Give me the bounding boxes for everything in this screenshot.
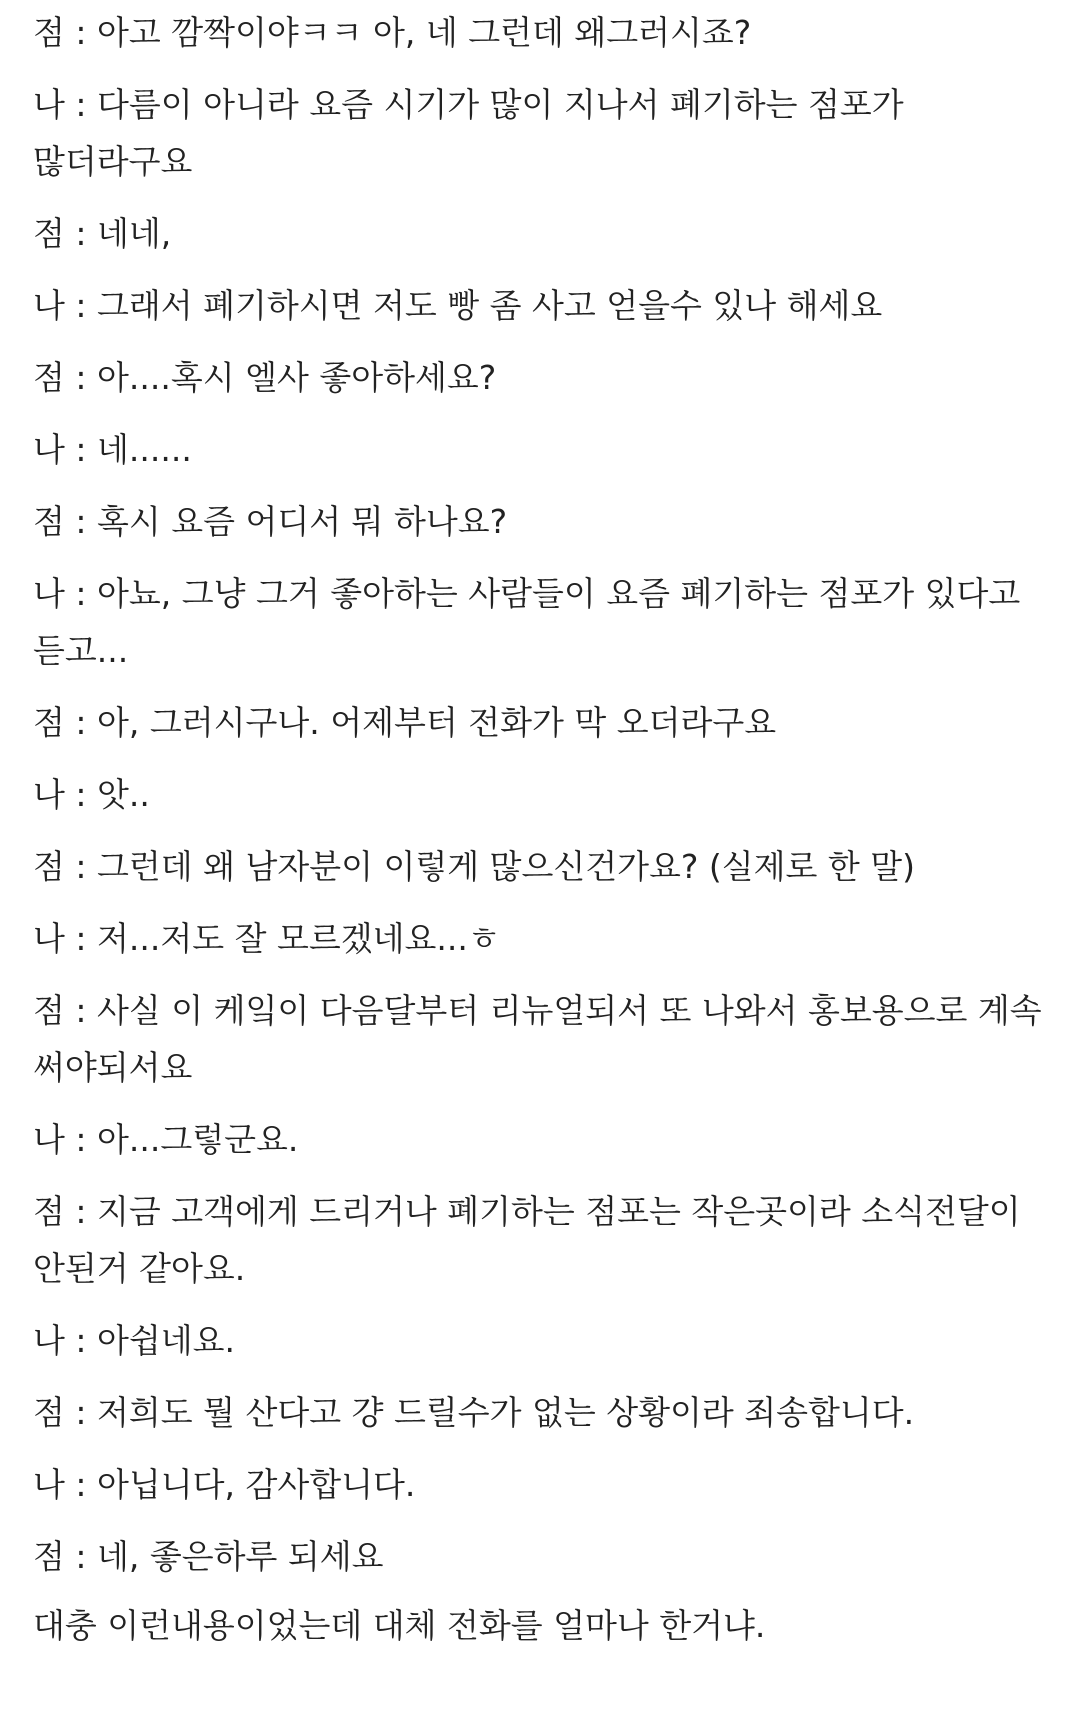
- dialogue-text: 아뇨, 그냥 그거 좋아하는 사람들이 요즘 폐기하는 점포가 있다고 듣고...: [33, 574, 1021, 670]
- speaker-separator: :: [64, 1465, 97, 1504]
- dialogue-text: 혹시 요즘 어디서 뭐 하나요?: [97, 502, 508, 541]
- speaker-label: 나: [33, 430, 65, 469]
- dialogue-line: [33, 1306, 1043, 1369]
- speaker-separator: :: [64, 1192, 97, 1231]
- dialogue-text: 그래서 폐기하시면 저도 빵 좀 사고 얻을수 있나 해세요: [97, 286, 883, 325]
- speaker-label: 점: [33, 703, 65, 742]
- dialogue-line: [33, 1378, 1043, 1441]
- speaker-separator: :: [64, 919, 97, 958]
- dialogue-text: 저희도 뭘 산다고 걍 드릴수가 없는 상황이라 죄송합니다.: [97, 1393, 915, 1432]
- speaker-separator: :: [64, 85, 97, 124]
- dialogue-text: 네네,: [97, 214, 172, 253]
- speaker-label: 나: [33, 286, 65, 325]
- speaker-separator: :: [64, 502, 97, 541]
- dialogue-line: [33, 343, 1043, 406]
- dialogue-text: 앗..: [97, 775, 150, 814]
- speaker-separator: :: [64, 991, 97, 1030]
- dialogue-text: 그런데 왜 남자분이 이렇게 많으신건가요? (실제로 한 말): [97, 847, 916, 886]
- dialogue-text: 네, 좋은하루 되세요: [97, 1537, 384, 1576]
- speaker-label: 점: [33, 214, 65, 253]
- speaker-label: 나: [33, 775, 65, 814]
- speaker-label: 나: [33, 1321, 65, 1360]
- speaker-separator: :: [64, 286, 97, 325]
- speaker-separator: :: [64, 13, 97, 52]
- speaker-label: 나: [33, 1465, 65, 1504]
- dialogue-text: 사실 이 케잌이 다음달부터 리뉴얼되서 또 나와서 홍보용으로 계속 써야되서요: [33, 991, 1042, 1087]
- speaker-separator: :: [64, 574, 97, 613]
- speaker-label: 점: [33, 991, 65, 1030]
- speaker-label: 점: [33, 358, 65, 397]
- dialogue-line: [33, 559, 1043, 679]
- dialogue-text: 네......: [97, 430, 192, 469]
- speaker-separator: :: [64, 358, 97, 397]
- speaker-label: 나: [33, 919, 65, 958]
- dialogue-text: 아닙니다, 감사합니다.: [97, 1465, 416, 1504]
- dialogue-text: 아...그렇군요.: [97, 1120, 299, 1159]
- dialogue-line: [33, 904, 1043, 967]
- dialogue-line: [33, 1522, 1043, 1585]
- dialogue-list: [33, 0, 1043, 1585]
- dialogue-line: [33, 487, 1043, 550]
- speaker-label: 점: [33, 847, 65, 886]
- dialogue-text: 저...저도 잘 모르겠네요...ㅎ: [97, 919, 500, 958]
- speaker-separator: :: [64, 430, 97, 469]
- dialogue-line: [33, 271, 1043, 334]
- dialogue-text: 아고 깜짝이야ㅋㅋ 아, 네 그런데 왜그러시죠?: [97, 13, 752, 52]
- dialogue-line: [33, 1450, 1043, 1513]
- speaker-label: 점: [33, 502, 65, 541]
- speaker-separator: :: [64, 703, 97, 742]
- speaker-label: 점: [33, 1393, 65, 1432]
- speaker-label: 점: [33, 1192, 65, 1231]
- dialogue-line: [33, 0, 1043, 61]
- speaker-separator: :: [64, 1537, 97, 1576]
- dialogue-line: [33, 1177, 1043, 1297]
- speaker-separator: :: [64, 1393, 97, 1432]
- dialogue-text: 아....혹시 엘사 좋아하세요?: [97, 358, 497, 397]
- dialogue-line: [33, 199, 1043, 262]
- dialogue-line: [33, 832, 1043, 895]
- dialogue-text: 지금 고객에게 드리거나 폐기하는 점포는 작은곳이라 소식전달이 안된거 같아요.: [33, 1192, 1021, 1288]
- dialogue-line: [33, 760, 1043, 823]
- dialogue-text: 아쉽네요.: [97, 1321, 236, 1360]
- speaker-separator: :: [64, 214, 97, 253]
- speaker-label: 점: [33, 1537, 65, 1576]
- dialogue-line: [33, 70, 1043, 190]
- dialogue-text: 아, 그러시구나. 어제부터 전화가 막 오더라구요: [97, 703, 777, 742]
- speaker-separator: :: [64, 775, 97, 814]
- speaker-label: 나: [33, 574, 65, 613]
- speaker-separator: :: [64, 1120, 97, 1159]
- dialogue-line: [33, 1105, 1043, 1168]
- speaker-label: 점: [33, 13, 65, 52]
- speaker-label: 나: [33, 1120, 65, 1159]
- speaker-label: 나: [33, 85, 65, 124]
- speaker-separator: :: [64, 1321, 97, 1360]
- dialogue-line: [33, 415, 1043, 478]
- article-body: [33, 0, 1043, 1645]
- speaker-separator: :: [64, 847, 97, 886]
- dialogue-line: [33, 688, 1043, 751]
- dialogue-text: 다름이 아니라 요즘 시기가 많이 지나서 폐기하는 점포가 많더라구요: [33, 85, 904, 181]
- dialogue-line: [33, 976, 1043, 1096]
- closing-remark: 대충 이런내용이었는데 대체 전화를 얼마나 한거냐.: [33, 1606, 766, 1645]
